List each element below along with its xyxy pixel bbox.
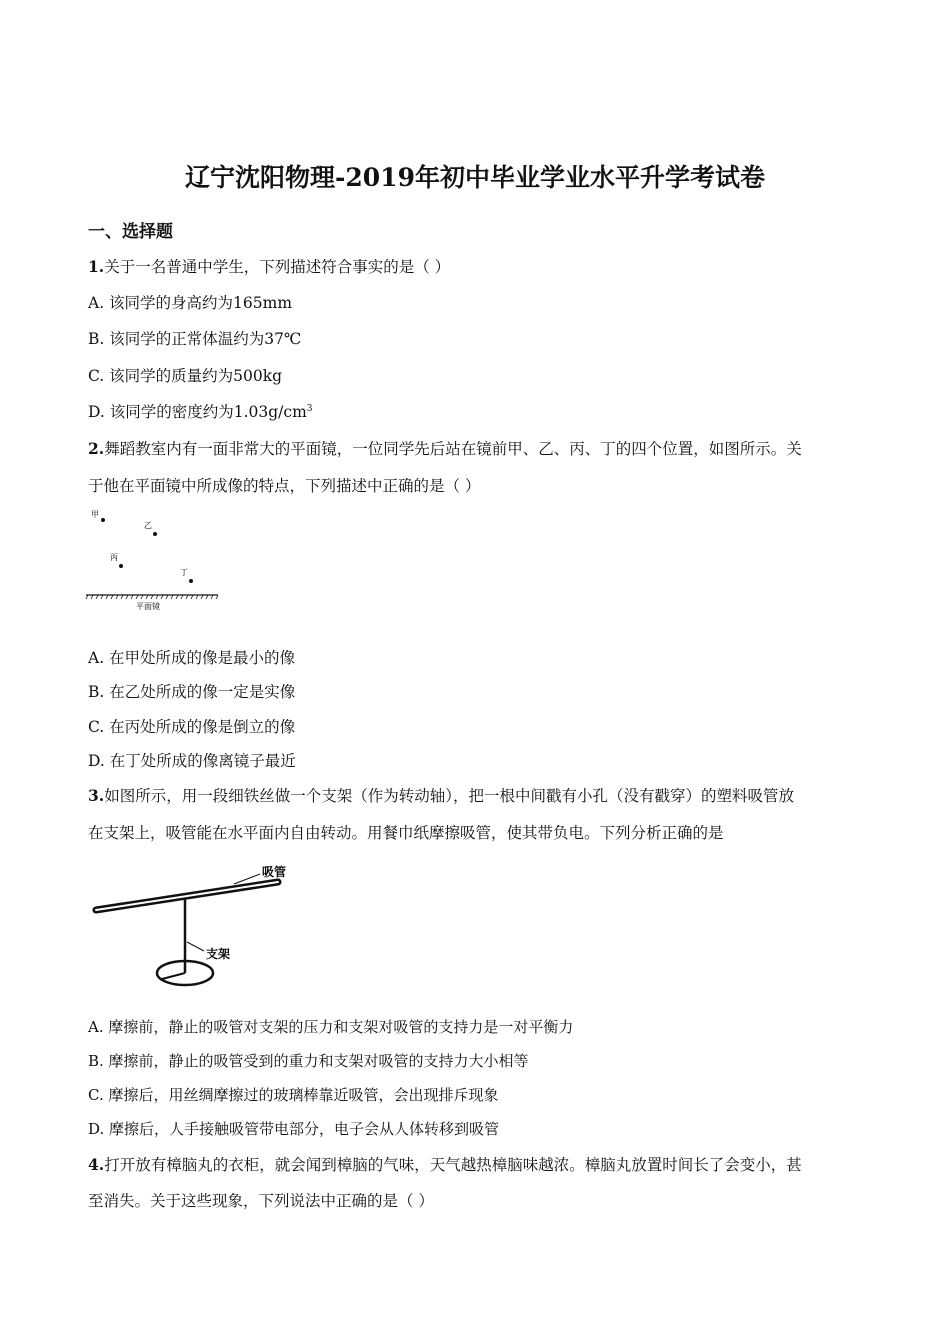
question-3-stem-line-2: 在支架上，吸管能在水平面内自由转动。用餐巾纸摩擦吸管，使其带负电。下列分析正确的是 xyxy=(88,824,724,842)
question-1-option-d-text: D. 该同学的密度约为1.03g/cm xyxy=(88,403,307,421)
question-2-stem-line-2: 于他在平面镜中所成像的特点，下列描述中正确的是（ ） xyxy=(88,477,481,495)
question-1-stem xyxy=(88,255,450,277)
mirror-figure xyxy=(84,505,224,615)
question-4-number: 4. xyxy=(88,1155,105,1174)
question-4-text-1: 打开放有樟脑丸的衣柜，就会闻到樟脑的气味，天气越热樟脑味越浓。樟脑丸放置时间长了会变小，甚 xyxy=(104,1156,802,1174)
question-2-text-1: 舞蹈教室内有一面非常大的平面镜，一位同学先后站在镜前甲、乙、丙、丁的四个位置，如图所示。关 xyxy=(104,440,802,458)
question-1-option-b: B. 该同学的正常体温约为37℃ xyxy=(88,330,302,348)
position-bing-label: 丙 xyxy=(110,553,118,562)
question-4-stem-line-2: 至消失。关于这些现象，下列说法中正确的是（ ） xyxy=(88,1192,434,1210)
question-3-option-a: A. 摩擦前，静止的吸管对支架的压力和支架对吸管的支持力是一对平衡力 xyxy=(88,1018,574,1036)
question-2-option-d: D. 在丁处所成的像离镜子最近 xyxy=(88,752,296,770)
question-3-option-d: D. 摩擦后，人手接触吸管带电部分，电子会从人体转移到吸管 xyxy=(88,1120,500,1138)
question-3-number: 3. xyxy=(88,786,105,805)
question-2-number: 2. xyxy=(88,439,105,458)
straw-highlight xyxy=(96,882,278,910)
straw-figure xyxy=(88,860,298,995)
stand-label-leader xyxy=(187,942,204,951)
question-2-option-a: A. 在甲处所成的像是最小的像 xyxy=(88,649,296,667)
cubic-superscript: 3 xyxy=(306,404,313,414)
question-1-option-c: C. 该同学的质量约为500kg xyxy=(88,367,283,385)
stand-base-spoke xyxy=(162,973,185,979)
mirror-label: 平面镜 xyxy=(136,602,160,611)
position-ding-label: 丁 xyxy=(180,568,188,577)
question-1-option-d xyxy=(88,400,313,422)
page-title: 辽宁沈阳物理-2019年初中毕业学业水平升学考试卷 xyxy=(185,163,765,192)
section-heading: 一、选择题 xyxy=(88,222,173,242)
question-1-text: 关于一名普通中学生，下列描述符合事实的是（ ） xyxy=(104,258,451,276)
stand-label: 支架 xyxy=(206,947,231,961)
position-yi-label: 乙 xyxy=(144,521,152,530)
question-2-stem-line-1 xyxy=(88,437,802,459)
position-ding-dot xyxy=(189,579,193,583)
question-4-stem-line-1 xyxy=(88,1153,802,1175)
question-1-number: 1. xyxy=(88,257,105,276)
question-1-option-a: A. 该同学的身高约为165mm xyxy=(88,294,293,312)
position-yi-dot xyxy=(153,532,157,536)
question-3-option-c: C. 摩擦后，用丝绸摩擦过的玻璃棒靠近吸管，会出现排斥现象 xyxy=(88,1086,499,1104)
question-2-option-b: B. 在乙处所成的像一定是实像 xyxy=(88,683,296,701)
position-jia-label: 甲 xyxy=(91,510,99,519)
question-2-option-c: C. 在丙处所成的像是倒立的像 xyxy=(88,718,296,736)
position-bing-dot xyxy=(119,564,123,568)
question-3-text-1: 如图所示，用一段细铁丝做一个支架（作为转动轴），把一根中间戳有小孔（没有戳穿）的塑料吸管放 xyxy=(104,787,794,805)
question-3-stem-line-1 xyxy=(88,784,794,806)
straw-label: 吸管 xyxy=(262,865,287,879)
position-jia-dot xyxy=(101,518,105,522)
question-3-option-b: B. 摩擦前，静止的吸管受到的重力和支架对吸管的支持力大小相等 xyxy=(88,1052,529,1070)
